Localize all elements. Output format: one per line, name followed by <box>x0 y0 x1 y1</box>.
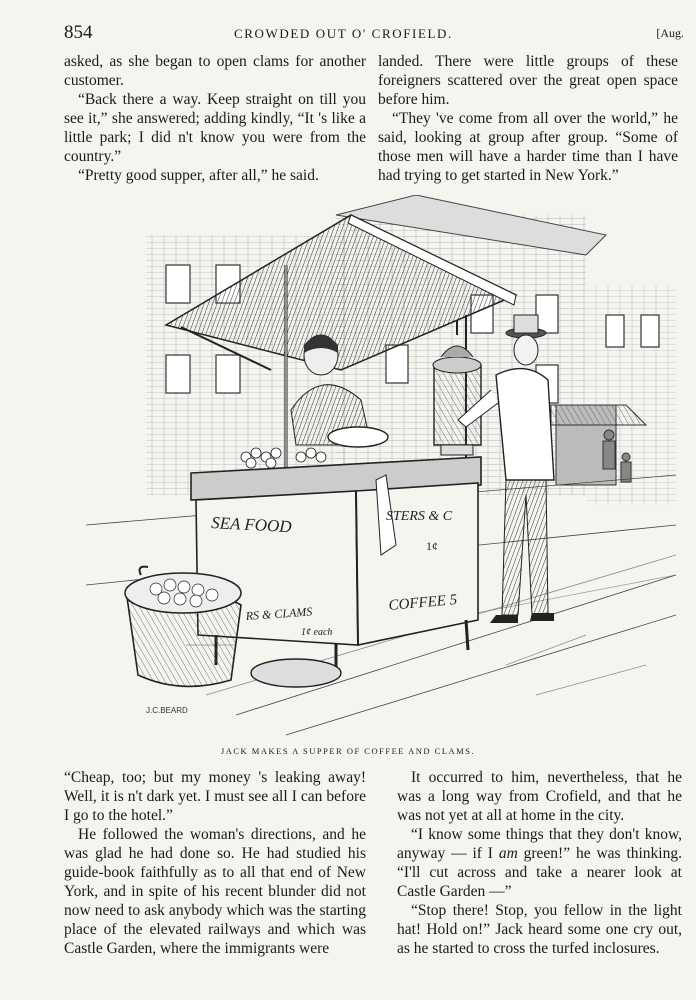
paragraph: landed. There were little groups of these foreigners scattered over the great open space before him. <box>378 53 678 108</box>
paragraph: It occurred to him, nevertheless, that he was a long way from Crofield, and that he was not yet at all at home in the city. <box>397 769 682 824</box>
artist-signature: J.C.BEARD <box>146 706 188 715</box>
sign-sea-food: SEA FOOD <box>210 513 293 537</box>
page-header <box>64 22 684 48</box>
illustration-caption: JACK MAKES A SUPPER OF COFFEE AND CLAMS. <box>220 746 476 756</box>
bottom-left-column <box>64 768 366 958</box>
background-buildings <box>146 195 676 505</box>
bowl <box>328 427 388 447</box>
page-number: 854 <box>64 22 93 43</box>
sign-one-cent: 1¢ <box>426 539 438 553</box>
top-left-column <box>64 52 366 185</box>
paragraph: asked, as she began to open clams for another customer. <box>64 53 366 89</box>
paragraph: He followed the woman's directions, and he was glad he had done so. He had studied his guide-book faithfully as to all that end of New York, and in spite of his recent blunder did not now need to ask anybody which was the starting place of the elevated railways and which was Castle Garden, where the immigrants were <box>64 826 366 957</box>
sign-oysters: STERS & C <box>386 509 453 524</box>
street-vendor-illustration <box>86 195 676 740</box>
text-run: green!” he was thinking. “I'll cut across and take a nearer look at Castle Garden —” <box>397 845 682 900</box>
paragraph: “Pretty good supper, after all,” he said. <box>78 167 319 184</box>
paragraph: “Back there a way. Keep straight on till you see it,” she answered; adding kindly, “It 's like a little park; I did n't know you were from the country.” <box>64 91 366 165</box>
paragraph <box>397 825 682 901</box>
sign-each: 1¢ each <box>301 627 333 638</box>
wash-tub <box>251 659 341 687</box>
top-right-column <box>378 52 678 185</box>
month-label: [Aug. <box>656 26 684 40</box>
sign-coffee: COFFEE 5 <box>387 592 458 614</box>
sign-clams: RS & CLAMS <box>245 604 313 623</box>
bottom-right-column <box>397 768 682 958</box>
running-title: CROWDED OUT O' CROFIELD. <box>234 26 453 41</box>
clam-basket <box>125 567 241 687</box>
paragraph: “They 've come from all over the world,” he said, looking at group after group. “Some of those men will have a harder time than I have had trying to get started in New York.” <box>378 110 678 184</box>
emphasis: am <box>498 845 518 862</box>
paragraph: “Cheap, too; but my money 's leaking away! Well, it is n't dark yet. I must see all I can before I go to the hotel.” <box>64 769 366 824</box>
paragraph: “Stop there! Stop, you fellow in the light hat! Hold on!” Jack heard some one cry out, as he started to cross the turfed inclosures. <box>397 902 682 957</box>
text-run: “I know some things that they don't know, anyway — if I <box>397 826 682 862</box>
